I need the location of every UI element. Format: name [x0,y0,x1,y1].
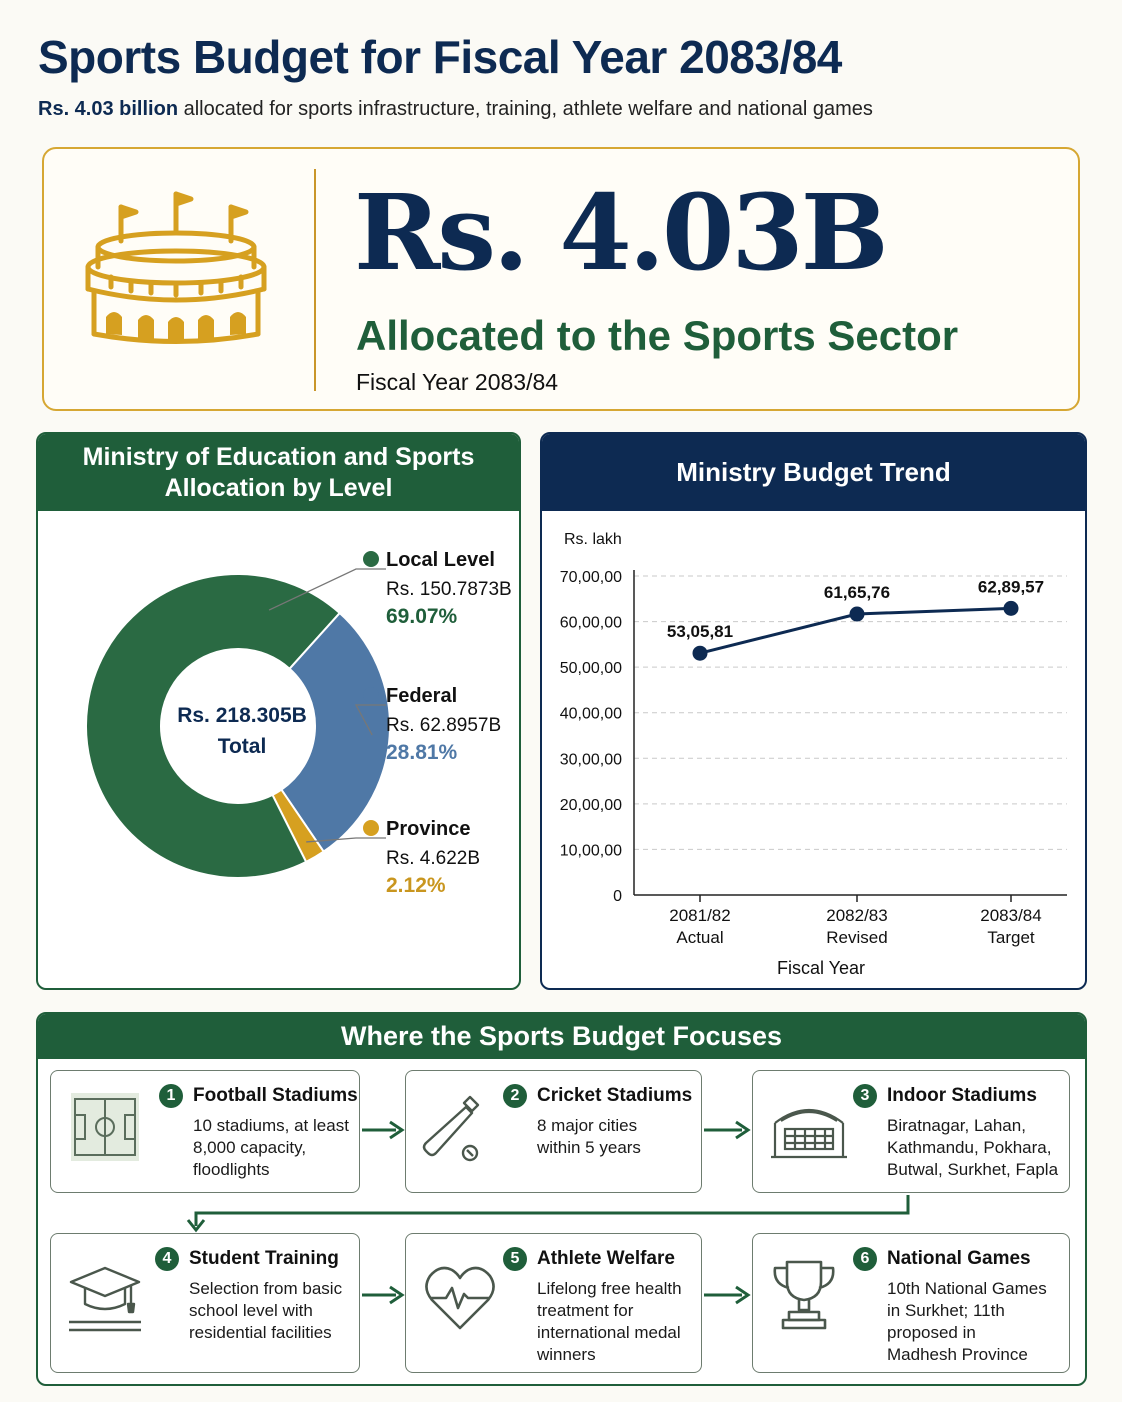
legend-dot [363,551,379,567]
legend-dot [363,687,379,703]
focus-card-text-line: international medal [537,1323,681,1342]
allocation-panel [36,432,521,990]
legend-percent: 2.12% [386,874,446,897]
flow-arrow-head [390,1287,402,1303]
legend-amount: Rs. 150.7873B [386,579,512,600]
subtitle-amount: Rs. 4.03 billion [38,98,179,120]
legend-percent: 69.07% [386,605,458,628]
donut-center-total: Rs. 218.305B [177,704,307,727]
focus-card-text-line: Biratnagar, Lahan, [887,1116,1026,1135]
focus-card-text-line: 8 major cities [537,1116,638,1135]
focus-card-title: Student Training [189,1248,339,1269]
focus-card-text-line: 10 stadiums, at least [193,1116,349,1135]
focus-card-text-line: Kathmandu, Pokhara, [887,1138,1052,1157]
trend-panel-header: Ministry Budget Trend [542,434,1085,511]
hero-card [42,147,1080,411]
legend-name: Federal [386,685,458,707]
data-label: 53,05,81 [666,622,734,642]
focus-number-badge: 5 [503,1247,527,1271]
donut-chart [38,434,521,990]
y-tick-label: 70,00,00 [559,569,622,586]
focus-card-text-line: Selection from basic [189,1279,343,1298]
trend-line-chart [542,434,1087,990]
focus-card-text [537,1278,697,1366]
x-tick-sublabel: Actual [676,928,724,947]
focus-card-indoor-stadiums [752,1070,1070,1193]
focus-card-football-stadiums [50,1070,360,1193]
flow-arrow-head [736,1287,748,1303]
allocation-panel-header [38,434,519,511]
focus-card-text-line: floodlights [193,1160,270,1179]
legend-dot [363,820,379,836]
data-label: 62,89,57 [977,577,1045,597]
focus-card-text [537,1115,697,1159]
focus-card-cricket-stadiums [405,1070,702,1193]
focus-number-badge: 3 [853,1084,877,1108]
x-tick-label: 2083/84 [980,906,1042,925]
hero-divider [314,169,316,391]
trophy-icon [769,1256,839,1341]
y-tick-label: 0 [613,888,622,905]
focus-card-text-line: Lifelong free health [537,1279,682,1298]
flow-arrow-head [390,1122,402,1138]
focus-card-text-line: winners [537,1345,596,1364]
legend-percent: 28.81% [386,741,458,764]
focus-card-text-line: residential facilities [189,1323,332,1342]
focus-card-text [887,1278,1065,1366]
flow-connector-head [188,1220,204,1230]
focus-card-text-line: school level with [189,1301,313,1320]
data-point [850,607,865,622]
focus-card-text [887,1115,1065,1181]
y-tick-label: 20,00,00 [559,796,622,814]
y-tick-label: 40,00,00 [559,705,622,723]
focus-card-title: Athlete Welfare [537,1248,675,1269]
hero-amount: Rs. 4.03B [354,171,886,294]
data-point [693,646,708,661]
heart-pulse-icon [422,1264,498,1339]
focus-card-athlete-welfare [405,1233,702,1373]
focus-card-text-line: treatment for [537,1301,634,1320]
focus-card-title: Cricket Stadiums [537,1085,693,1106]
focus-card-text-line: 8,000 capacity, [193,1138,307,1157]
flow-connector [196,1195,908,1226]
focus-number-badge: 2 [503,1084,527,1108]
x-tick-sublabel: Revised [826,928,888,947]
indoor-stadium-icon [769,1097,849,1172]
y-tick-label: 50,00,00 [559,660,622,678]
x-tick-sublabel: Target [987,928,1035,947]
subtitle-text: allocated for sports infrastructure, training, athlete welfare and national games [183,98,873,120]
focus-panel-header: Where the Sports Budget Focuses [38,1014,1085,1059]
focus-card-title: Football Stadiums [193,1085,358,1106]
donut-center-label: Total [217,735,267,758]
focus-card-title: Indoor Stadiums [887,1085,1037,1106]
y-tick-label: 10,00,00 [559,842,622,860]
focus-card-text-line: 10th National Games [887,1279,1047,1298]
focus-card-text [189,1278,355,1344]
hero-year: Fiscal Year 2083/84 [356,369,559,395]
trend-panel [540,432,1087,990]
y-tick-label: 30,00,00 [559,751,622,769]
data-label: 61,65,76 [823,583,891,603]
allocation-title-line1: Ministry of Education and Sports [82,442,475,471]
focus-card-text-line: Madhesh Province [887,1345,1028,1364]
allocation-title-line2: Allocation by Level [164,473,393,502]
graduation-cap-icon [65,1256,145,1341]
focus-number-badge: 4 [155,1247,179,1271]
focus-panel [36,1012,1087,1386]
page-subtitle [38,98,873,121]
football-field-icon [69,1091,141,1168]
flow-arrow-head [736,1122,748,1138]
focus-number-badge: 1 [159,1084,183,1108]
focus-card-text-line: proposed in [887,1323,976,1342]
legend-amount: Rs. 62.8957B [386,715,502,736]
stadium-icon [76,189,276,354]
legend-amount: Rs. 4.622B [386,848,480,869]
cricket-bat-icon [422,1091,492,1176]
y-tick-label: 60,00,00 [559,614,622,632]
data-point [1004,601,1019,616]
focus-card-student-training [50,1233,360,1373]
focus-card-national-games [752,1233,1070,1373]
focus-number-badge: 6 [853,1247,877,1271]
x-axis-label: Fiscal Year [776,958,866,978]
legend-name: Local Level [386,549,495,571]
legend-name: Province [386,818,471,840]
hero-caption: Allocated to the Sports Sector [356,312,959,359]
page-title: Sports Budget for Fiscal Year 2083/84 [38,31,842,83]
focus-card-text-line: Butwal, Surkhet, Fapla [887,1160,1059,1179]
focus-card-text-line: within 5 years [537,1138,641,1157]
focus-card-text [193,1115,355,1181]
focus-card-text-line: in Surkhet; 11th [887,1301,1005,1320]
focus-card-title: National Games [887,1248,1031,1269]
x-tick-label: 2081/82 [669,906,731,925]
y-axis-label: Rs. lakh [564,531,622,548]
x-tick-label: 2082/83 [826,906,888,925]
